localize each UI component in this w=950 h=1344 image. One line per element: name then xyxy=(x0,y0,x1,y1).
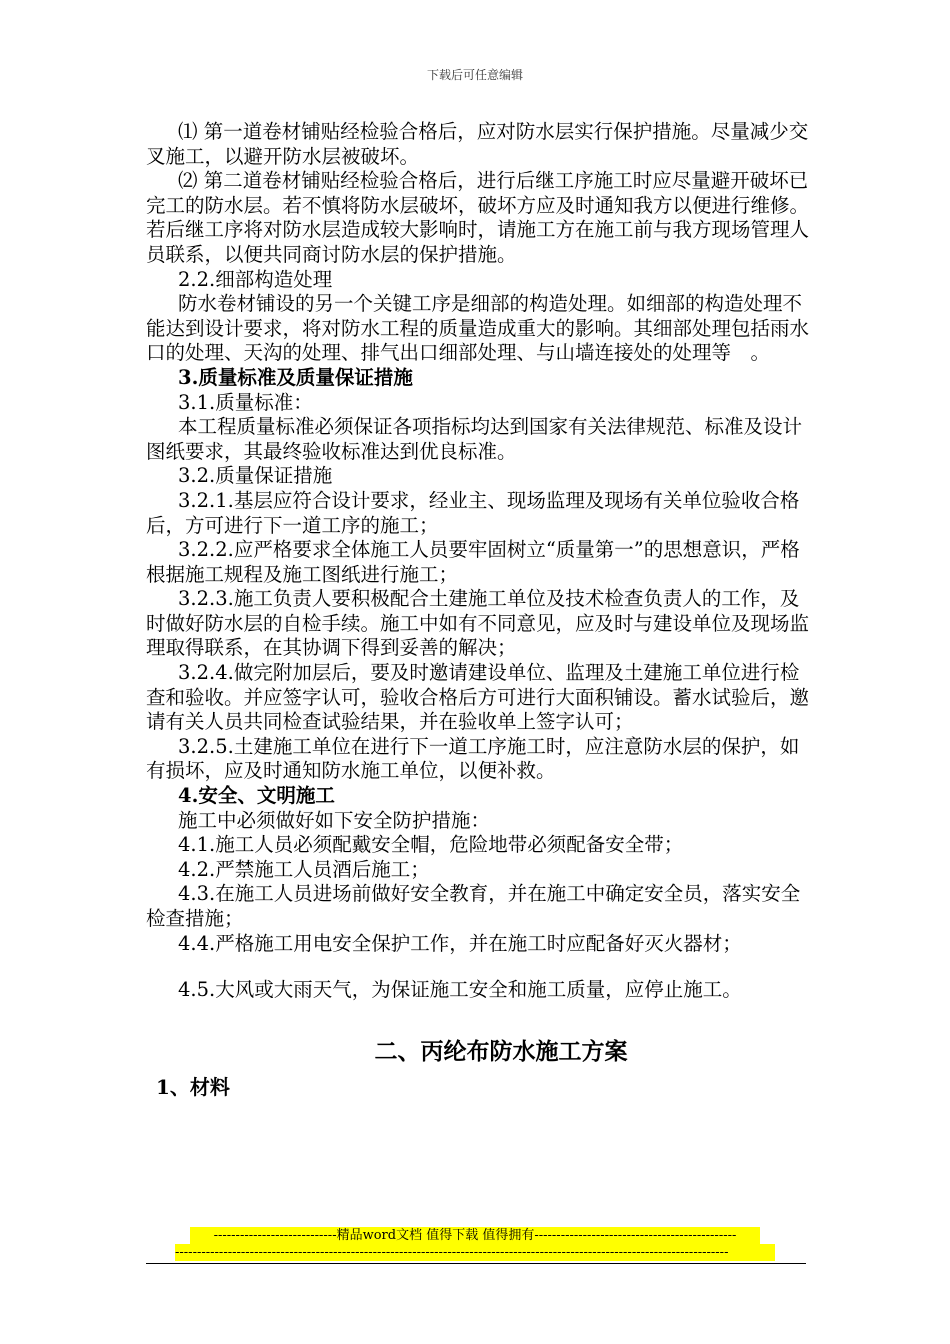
heading-quality: 3.质量标准及质量保证措施 xyxy=(178,365,413,389)
footer-rule xyxy=(146,1263,806,1264)
document-body xyxy=(146,120,816,1099)
item-3-2-5: 3.2.5.土建施工单位在进行下一道工序施工时，应注意防水层的保护，如有损坏，应及时通知防水施工单位，以便补救。 xyxy=(146,734,800,783)
paragraph-safety-intro: 施工中必须做好如下安全防护措施： xyxy=(178,808,491,832)
heading-safety: 4.安全、文明施工 xyxy=(178,784,335,808)
heading-detail-construction: 2.2.细部构造处理 xyxy=(178,267,333,291)
footer-dashes: ------------------------------------------------------------------------------------------------------------------------------ xyxy=(175,1244,775,1261)
item-4-1: 4.1.施工人员必须配戴安全帽，危险地带必须配备安全带； xyxy=(178,833,684,857)
item-4-3: 4.3.在施工人员进场前做好安全教育，并在施工中确定安全员，落实安全检查措施； xyxy=(146,882,801,930)
item-3-2-4: 3.2.4.做完附加层后，要及时邀请建设单位、监理及土建施工单位进行检查和验收。并应签字认可，验收合格后方可进行大面积铺设。蓄水试验后，邀请有关人员共同检查试验结果，并在验收单上签字认可； xyxy=(146,661,810,734)
spacer xyxy=(146,956,816,978)
paragraph-protect-second-layer: ⑵ 第二道卷材铺贴经检验合格后，进行后继工序施工时应尽量避开破坏已完工的防水层。若不慎将防水层破坏，破坏方应及时通知我方以便进行维修。若后继工序将对防水层造成较大影响时，请施工方在施工前与我方现场管理人员联系，以便共同商讨防水层的保护措施。 xyxy=(146,169,810,266)
heading-quality-assurance: 3.2.质量保证措施 xyxy=(178,464,333,488)
paragraph-quality-standard: 本工程质量标准必须保证各项指标均达到国家有关法律规范、标准及设计图纸要求，其最终验收标准达到优良标准。 xyxy=(146,415,803,463)
item-3-2-2: 3.2.2.应严格要求全体施工人员要牢固树立“质量第一”的思想意识，严格根据施工规程及施工图纸进行施工； xyxy=(146,538,800,586)
item-3-2-1: 3.2.1.基层应符合设计要求，经业主、现场监理及现场有关单位验收合格后，方可进行下一道工序的施工； xyxy=(146,488,800,537)
sub-title-materials: 1、材料 xyxy=(156,1074,230,1099)
item-4-2: 4.2.严禁施工人员酒后施工； xyxy=(178,857,430,881)
heading-quality-standard: 3.1.质量标准： xyxy=(178,390,313,414)
header-note: 下载后可任意编辑 xyxy=(426,68,523,82)
item-4-5: 4.5.大风或大雨天气，为保证施工安全和施工质量，应停止施工。 xyxy=(178,978,742,1002)
footer-banner: ----------------------------精品word文档 值得下载 值得拥有---------------------------------------------- xyxy=(190,1227,760,1244)
paragraph-protect-first-layer: ⑴ 第一道卷材铺贴经检验合格后，应对防水层实行保护措施。尽量减少交叉施工，以避开防水层被破坏。 xyxy=(146,120,809,168)
section-title: 二、丙纶布防水施工方案 xyxy=(374,1037,628,1065)
item-4-4: 4.4.严格施工用电安全保护工作，并在施工时应配备好灭火器材； xyxy=(178,931,742,955)
item-3-2-3: 3.2.3.施工负责人要积极配合土建施工单位及技术检查负责人的工作，及时做好防水层的自检手续。施工中如有不同意见，应及时与建设单位及现场监理取得联系，在其协调下得到妥善的解决； xyxy=(146,587,810,660)
paragraph-detail-construction: 防水卷材铺设的另一个关键工序是细部的构造处理。如细部的构造处理不能达到设计要求，将对防水工程的质量造成重大的影响。其细部处理包括雨水口的处理、天沟的处理、排气出口细部处理、与山墙连接处的处理等 。 xyxy=(146,292,810,365)
